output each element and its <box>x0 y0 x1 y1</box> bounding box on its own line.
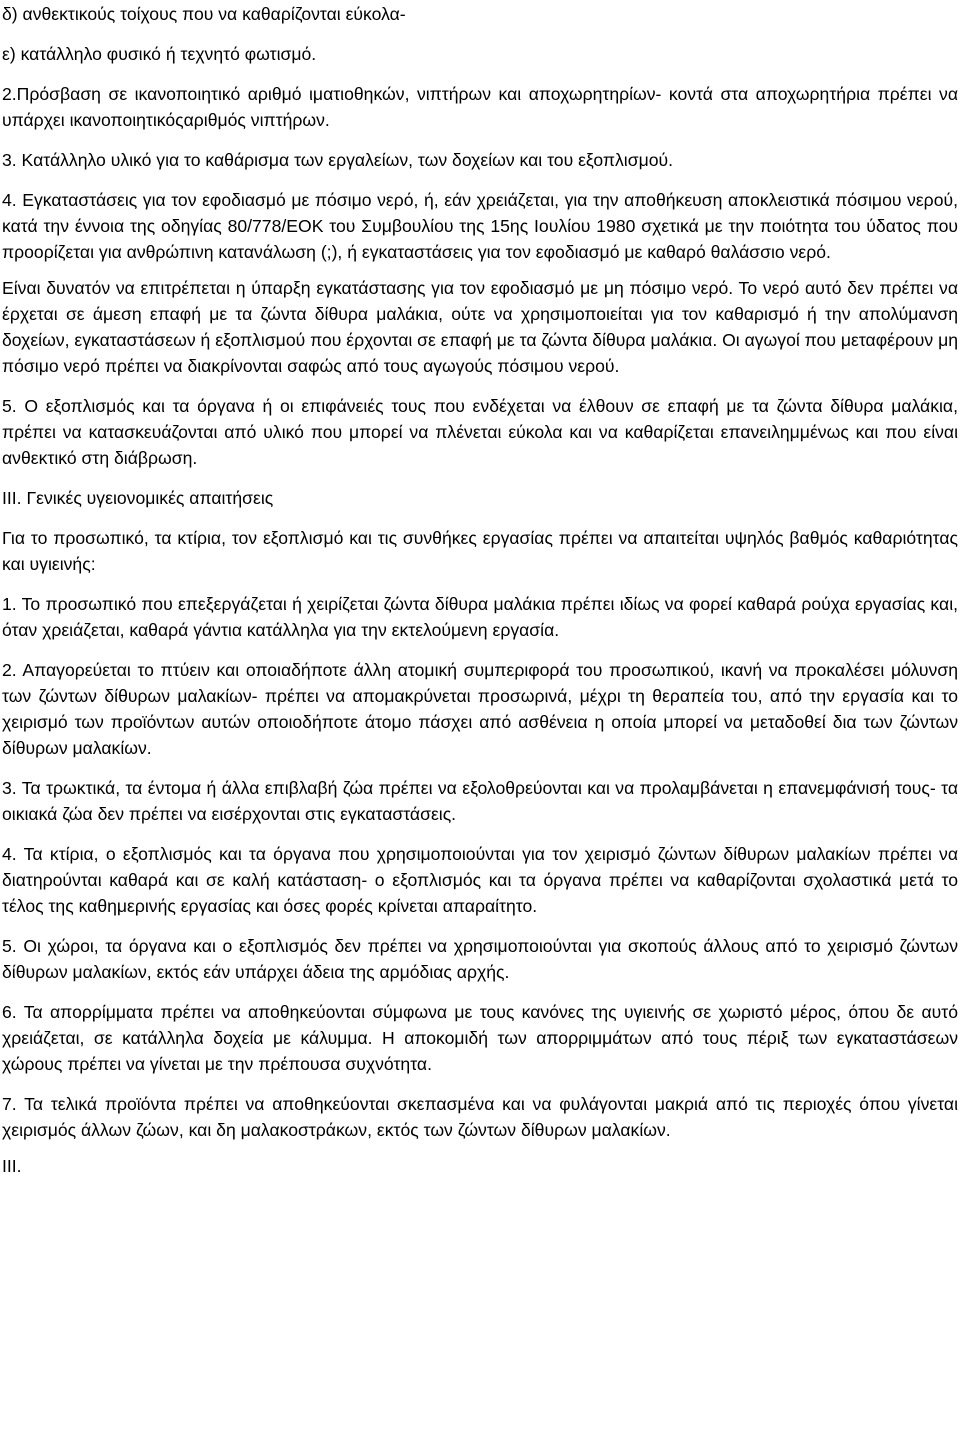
paragraph-non-potable-water: Είναι δυνατόν να επιτρέπεται η ύπαρξη εγκατάστασης για τον εφοδιασμό με μη πόσιμο νερό. Το νερό αυτό δεν πρέπει να έρχεται σε άμεση επαφή με τα ζώντα δίθυρα μαλάκια, ούτε να χρησιμοποιείται για τον καθαρισμό ή την απολύμανση δοχείων, εγκαταστάσεων ή εξοπλισμού που έρχονται σε επαφή με τα ζώντα δίθυρα μαλάκια. Οι αγωγοί που μεταφέρουν μη πόσιμο νερό πρέπει να διακρίνονται σαφώς από τους αγωγούς πόσιμου νερού. <box>2 278 958 376</box>
paragraph-item-3: 3. Κατάλληλο υλικό για το καθάρισμα των εργαλείων, των δοχείων και του εξοπλισμού. <box>2 150 674 170</box>
paragraph-req-1: 1. Το προσωπικό που επεξεργάζεται ή χειρίζεται ζώντα δίθυρα μαλάκια πρέπει ιδίως να φορεί καθαρά ρούχα εργασίας και, όταν χρειάζεται, καθαρά γάντια κατάλληλα για την εκτελούμενη εργασία. <box>2 594 958 640</box>
paragraph-req-3: 3. Τα τρωκτικά, τα έντομα ή άλλα επιβλαβή ζώα πρέπει να εξολοθρεύονται και να προλαμβάνεται η επανεμφάνισή τους- τα οικιακά ζώα δεν πρέπει να εισέρχονται στις εγκαταστάσεις. <box>2 778 958 824</box>
paragraph-intro-requirements: Για το προσωπικό, τα κτίρια, τον εξοπλισμό και τις συνθήκες εργασίας πρέπει να απαιτείται υψηλός βαθμός καθαριότητας και υγιεινής: <box>2 528 958 574</box>
paragraph-item-4: 4. Εγκαταστάσεις για τον εφοδιασμό με πόσιμο νερό, ή, εάν χρειάζεται, για την αποθήκευση αποκλειστικά πόσιμου νερού, κατά την έννοια της οδηγίας 80/778/ΕΟΚ του Συμβουλίου της 15ης Ιουλίου 1980 σχετικά με την ποιότητα του ύδατος που προορίζεται για ανθρώπινη κατανάλωση (;), ή εγκαταστάσεις για τον εφοδιασμό με καθαρό θαλάσσιο νερό. <box>2 190 958 262</box>
section-heading-iii-next: ΙΙΙ. <box>2 1156 22 1176</box>
paragraph-item-5: 5. Ο εξοπλισμός και τα όργανα ή οι επιφάνειές τους που ενδέχεται να έλθουν σε επαφή με τα ζώντα δίθυρα μαλάκια, πρέπει να κατασκευάζονται από υλικό που μπορεί να πλένεται εύκολα και να καθαρίζεται επανειλημμένως και που είναι ανθεκτικό στη διάβρωση. <box>2 396 958 468</box>
paragraph-req-7: 7. Τα τελικά προϊόντα πρέπει να αποθηκεύονται σκεπασμένα και να φυλάγονται μακριά από τις περιοχές όπου γίνεται χειρισμός άλλων ζώων, και δη μαλακοστράκων, εκτός των ζώντων δίθυρων μαλακίων. <box>2 1094 958 1140</box>
section-heading-iii: III. Γενικές υγειονομικές απαιτήσεις <box>2 488 274 508</box>
paragraph-req-5: 5. Οι χώροι, τα όργανα και ο εξοπλισμός δεν πρέπει να χρησιμοποιούνται για σκοπούς άλλους από το χειρισμό ζώντων δίθυρων μαλακίων, εκτός εάν υπάρχει άδεια της αρμόδιας αρχής. <box>2 936 958 982</box>
paragraph-req-4: 4. Τα κτίρια, ο εξοπλισμός και τα όργανα που χρησιμοποιούνται για τον χειρισμό ζώντων δίθυρων μαλακίων πρέπει να διατηρούνται καθαρά και σε καλή κατάσταση- ο εξοπλισμός και τα όργανα πρέπει να καθαρίζονται σχολαστικά μετά το τέλος της καθημερινής εργασίας και όσες φορές κρίνεται απαραίτητο. <box>2 844 958 916</box>
paragraph-req-6: 6. Τα απορρίμματα πρέπει να αποθηκεύονται σύμφωνα με τους κανόνες της υγιεινής σε χωριστό μέρος, όπου δε αυτό χρειάζεται, σε κατάλληλα δοχεία με κάλυμμα. Η αποκομιδή των απορριμμάτων από τους πέριξ των εγκαταστάσεων χώρους πρέπει να γίνεται με την πρέπουσα συχνότητα. <box>2 1002 958 1074</box>
paragraph-item-2: 2.Πρόσβαση σε ικανοποιητικό αριθμό ιματιοθηκών, νιπτήρων και αποχωρητηρίων- κοντά στα αποχωρητήρια πρέπει να υπάρχει ικανοποιητικόςαριθμός νιπτήρων. <box>2 84 958 130</box>
list-item-d: δ) ανθεκτικούς τοίχους που να καθαρίζονται εύκολα- <box>2 4 406 24</box>
document-page <box>2 0 958 1179</box>
list-item-e: ε) κατάλληλο φυσικό ή τεχνητό φωτισμό. <box>2 44 317 64</box>
paragraph-req-2: 2. Απαγορεύεται το πτύειν και οποιαδήποτε άλλη ατομική συμπεριφορά του προσωπικού, ικανή να προκαλέσει μόλυνση των ζώντων δίθυρων μαλακίων- πρέπει να απομακρύνεται προσωρινά, μέχρι τη θεραπεία του, από την εργασία και το χειρισμό των προϊόντων αυτών οποιοδήποτε άτομο πάσχει από ασθένεια η οποία μπορεί να μεταδοθεί δια των ζώντων δίθυρων μαλακίων. <box>2 660 958 758</box>
